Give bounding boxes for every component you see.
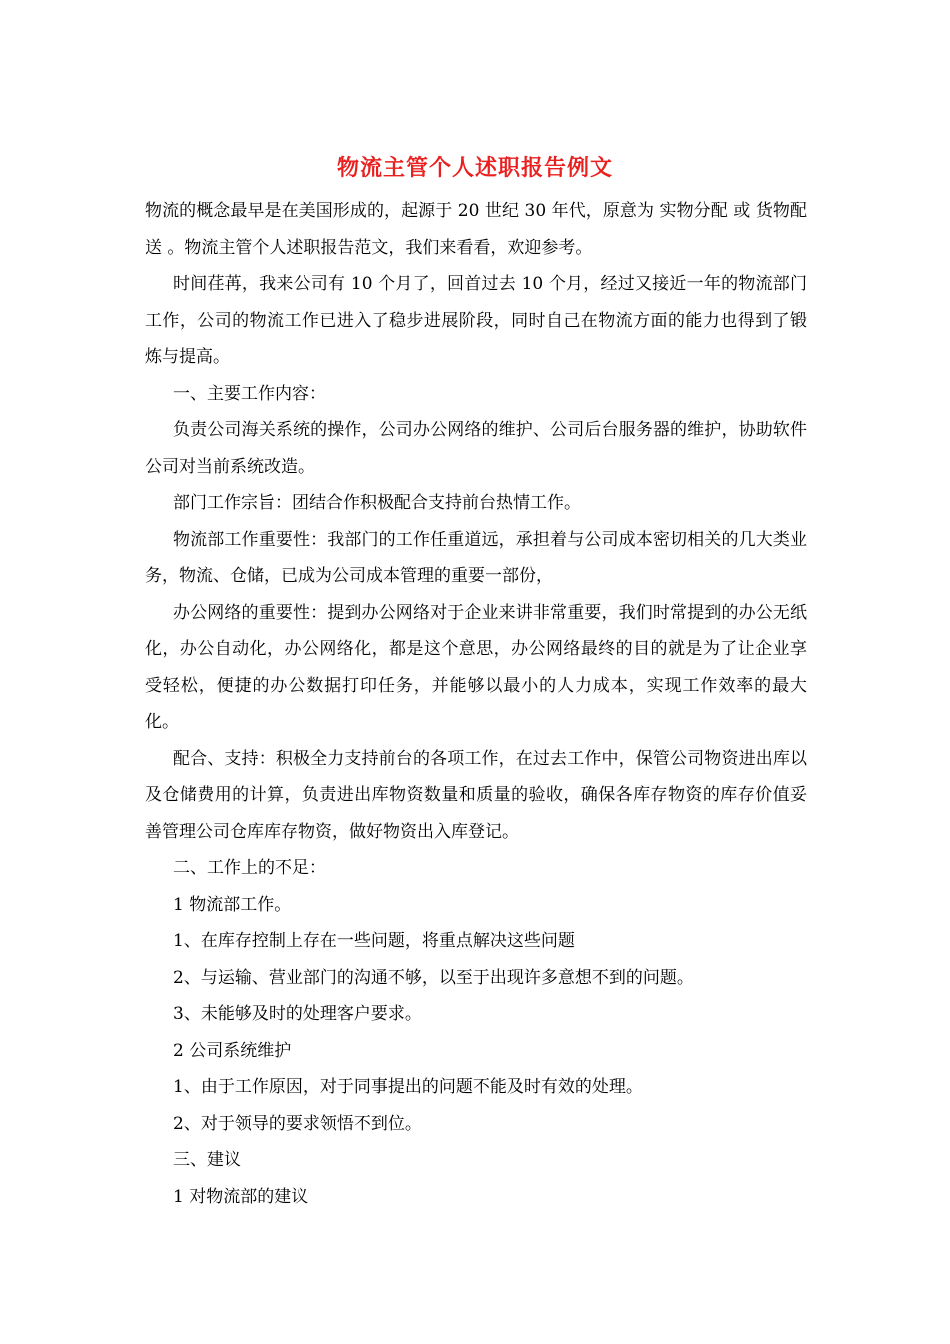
subsection-heading: 2 公司系统维护 [173,1040,292,1061]
document-title: 物流主管个人述职报告例文 [336,155,613,181]
section-heading: 二、工作上的不足： [173,858,326,878]
list-item: 2、对于领导的要求领悟不到位。 [173,1113,422,1134]
paragraph: 物流部工作重要性：我部门的工作任重道远，承担着与公司成本密切相关的几大类业务，物流、仓储，已成为公司成本管理的重要一部份， [145,529,807,586]
list-item: 1、由于工作原因，对于同事提出的问题不能及时有效的处理。 [173,1077,643,1097]
section-heading: 三、建议 [173,1150,241,1170]
paragraph: 配合、支持：积极全力支持前台的各项工作，在过去工作中，保管公司物资进出库以及仓储费用的计算，负责进出库物资数量和质量的验收，确保各库存物资的库存价值妥善管理公司仓库库存物资，做好物资出入库登记。 [145,748,807,842]
subsection-heading: 1 对物流部的建议 [173,1186,309,1207]
paragraph: 部门工作宗旨：团结合作积极配合支持前台热情工作。 [173,493,581,513]
paragraph: 负责公司海关系统的操作，公司办公网络的维护、公司后台服务器的维护，协助软件公司对当前系统改造。 [145,420,807,477]
list-item: 2、与运输、营业部门的沟通不够，以至于出现许多意想不到的问题。 [173,967,694,988]
list-item: 3、未能够及时的处理客户要求。 [173,1004,422,1024]
paragraph: 物流的概念最早是在美国形成的，起源于 20 世纪 30 年代，原意为 实物分配 或 货物配送 。物流主管个人述职报告范文，我们来看看，欢迎参考。 [145,201,807,258]
section-heading: 一、主要工作内容： [173,383,326,404]
subsection-heading: 1 物流部工作。 [173,894,292,915]
paragraph: 时间荏苒，我来公司有 10 个月了，回首过去 10 个月，经过又接近一年的物流部门工作，公司的物流工作已进入了稳步进展阶段，同时自己在物流方面的能力也得到了锻炼与提高。 [145,274,807,367]
list-item: 1、在库存控制上存在一些问题，将重点解决这些问题 [173,931,575,951]
paragraph: 办公网络的重要性：提到办公网络对于企业来讲非常重要，我们时常提到的办公无纸化，办公自动化，办公网络化，都是这个意思，办公网络最终的目的就是为了让企业享受轻松，便捷的办公数据打印任务，并能够以最小的人力成本，实现工作效率的最大化。 [145,602,807,732]
document-body [145,193,807,1215]
